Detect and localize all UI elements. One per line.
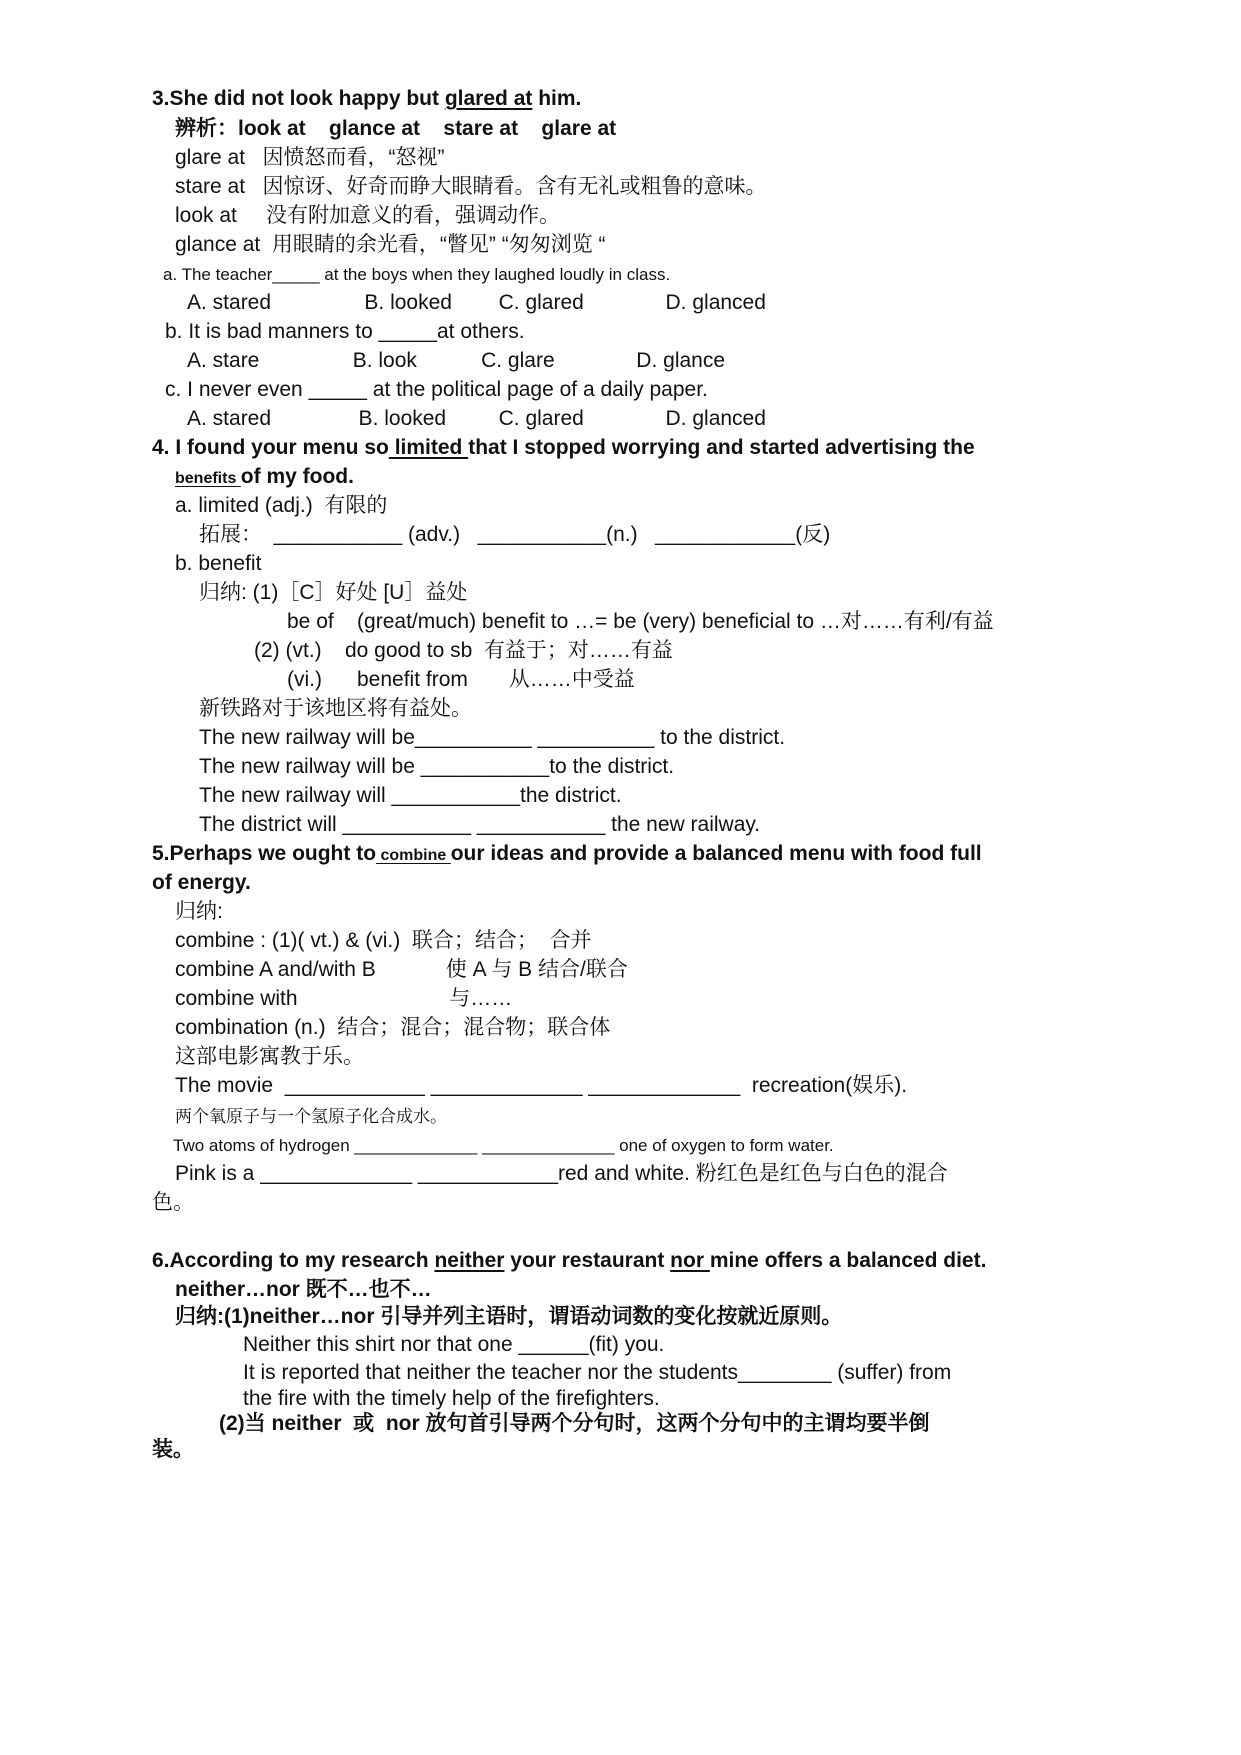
q4-fill-4: The district will ___________ ___________ the new railway. — [199, 813, 761, 836]
q6-fill-2: It is reported that neither the teacher nor the students________ (suffer) from — [243, 1361, 952, 1384]
q5-combine-def: combine : (1)( vt.) & (vi.) 联合；结合； 合并 — [175, 929, 592, 952]
q5-key-combine: combine — [376, 847, 451, 864]
q5-combination-def: combination (n.) 结合；混合；混合物；联合体 — [175, 1016, 611, 1039]
q5-combine-a-b: combine A and/with B 使 A 与 B 结合/联合 — [175, 958, 628, 981]
q5-fill-2: Two atoms of hydrogen _____________ ______________ one of oxygen to form water. — [173, 1136, 834, 1155]
q4-heading-pre: 4. I found your menu so — [152, 436, 389, 459]
q6-neither-nor-def: neither…nor 既不…也不… — [175, 1278, 432, 1301]
q4-usage-vi: (vi.) benefit from 从……中受益 — [287, 668, 635, 691]
q3-exercise-c: c. I never even _____ at the political page of a daily paper. — [165, 378, 708, 401]
q3-options-a: A. stared B. looked C. glared D. glanced — [187, 291, 766, 314]
q5-summary-title: 归纳: — [175, 900, 223, 923]
q6-summary-2-cont: 装。 — [152, 1438, 194, 1461]
q5-fill-3-cont: 色。 — [152, 1191, 194, 1214]
q3-analysis-title: 辨析：look at glance at stare at glare at — [175, 117, 617, 140]
q5-translation-prompt-2: 两个氧原子与一个氢原子化合成水。 — [175, 1107, 447, 1126]
q3-heading-post: him. — [532, 87, 582, 110]
q4-heading-cont — [175, 464, 354, 492]
q3-exercise-b: b. It is bad manners to _____at others. — [165, 320, 525, 343]
q6-key-neither: neither — [434, 1249, 505, 1272]
q6-key-nor: nor — [670, 1249, 710, 1272]
q4-benefit-title: b. benefit — [175, 552, 262, 575]
q4-translation-prompt: 新铁路对于该地区将有益处。 — [199, 697, 472, 720]
q4-fill-1: The new railway will be__________ __________ to the district. — [199, 726, 786, 749]
q4-extension: 拓展： ___________ (adv.) ___________(n.) ____________(反) — [199, 523, 831, 546]
q5-heading-cont: of energy. — [152, 871, 251, 894]
q4-key-benefits: benefits — [175, 470, 241, 487]
q3-options-b: A. stare B. look C. glare D. glance — [187, 349, 726, 372]
q4-usage-vt: (2) (vt.) do good to sb 有益于；对……有益 — [254, 639, 673, 662]
q6-summary-2: (2)当 neither 或 nor 放句首引导两个分句时，这两个分句中的主谓均要半倒 — [219, 1412, 930, 1435]
q5-heading-pre: 5.Perhaps we ought to — [152, 842, 377, 865]
q4-limited-def: a. limited (adj.) 有限的 — [175, 494, 388, 517]
q3-def-glare: glare at 因愤怒而看，“怒视” — [175, 146, 445, 169]
q5-translation-prompt-1: 这部电影寓教于乐。 — [175, 1045, 364, 1068]
q6-heading — [152, 1248, 986, 1274]
q3-options-c: A. stared B. looked C. glared D. glanced — [187, 407, 766, 430]
q6-heading-post: mine offers a balanced diet. — [709, 1249, 987, 1272]
q3-heading-pre: 3.She did not look happy but — [152, 87, 445, 110]
q3-key-phrase: glared at — [444, 87, 533, 110]
q4-heading — [152, 435, 975, 461]
q4-heading-cont-post: of my food. — [240, 465, 354, 488]
q3-def-stare: stare at 因惊讶、好奇而睁大眼睛看。含有无礼或粗鲁的意味。 — [175, 175, 767, 198]
q6-summary-1: 归纳:(1)neither…nor 引导并列主语时，谓语动词数的变化按就近原则。 — [175, 1305, 843, 1328]
q4-summary-1: 归纳: (1)［C］好处 [U］益处 — [199, 581, 468, 604]
q4-key-limited: limited — [388, 436, 469, 459]
q5-heading — [152, 841, 982, 869]
q6-fill-1: Neither this shirt nor that one ______(fit) you. — [243, 1333, 665, 1356]
q3-def-look: look at 没有附加意义的看，强调动作。 — [175, 204, 561, 227]
q4-heading-post: that I stopped worrying and started advertising the — [468, 436, 975, 459]
q5-heading-post: our ideas and provide a balanced menu with food full — [450, 842, 982, 865]
q3-heading — [152, 86, 581, 112]
q4-fill-2: The new railway will be ___________to the district. — [199, 755, 675, 778]
q5-combine-with: combine with 与…… — [175, 987, 513, 1010]
q5-fill-1: The movie ____________ _____________ _____________ recreation(娱乐). — [175, 1074, 908, 1097]
q4-usage-be-of: be of (great/much) benefit to …= be (very) beneficial to …对……有利/有益 — [287, 610, 994, 633]
q3-exercise-a: a. The teacher_____ at the boys when they laughed loudly in class. — [163, 265, 671, 284]
q6-fill-2-cont: the fire with the timely help of the firefighters. — [243, 1387, 660, 1410]
q5-fill-3: Pink is a _____________ ____________red and white. 粉红色是红色与白色的混合 — [175, 1162, 948, 1185]
q6-heading-mid: your restaurant — [504, 1249, 671, 1272]
q6-heading-pre: 6.According to my research — [152, 1249, 435, 1272]
q3-def-glance: glance at 用眼睛的余光看，“瞥见” “匆匆浏览 “ — [175, 233, 606, 256]
q4-fill-3: The new railway will ___________the district. — [199, 784, 622, 807]
